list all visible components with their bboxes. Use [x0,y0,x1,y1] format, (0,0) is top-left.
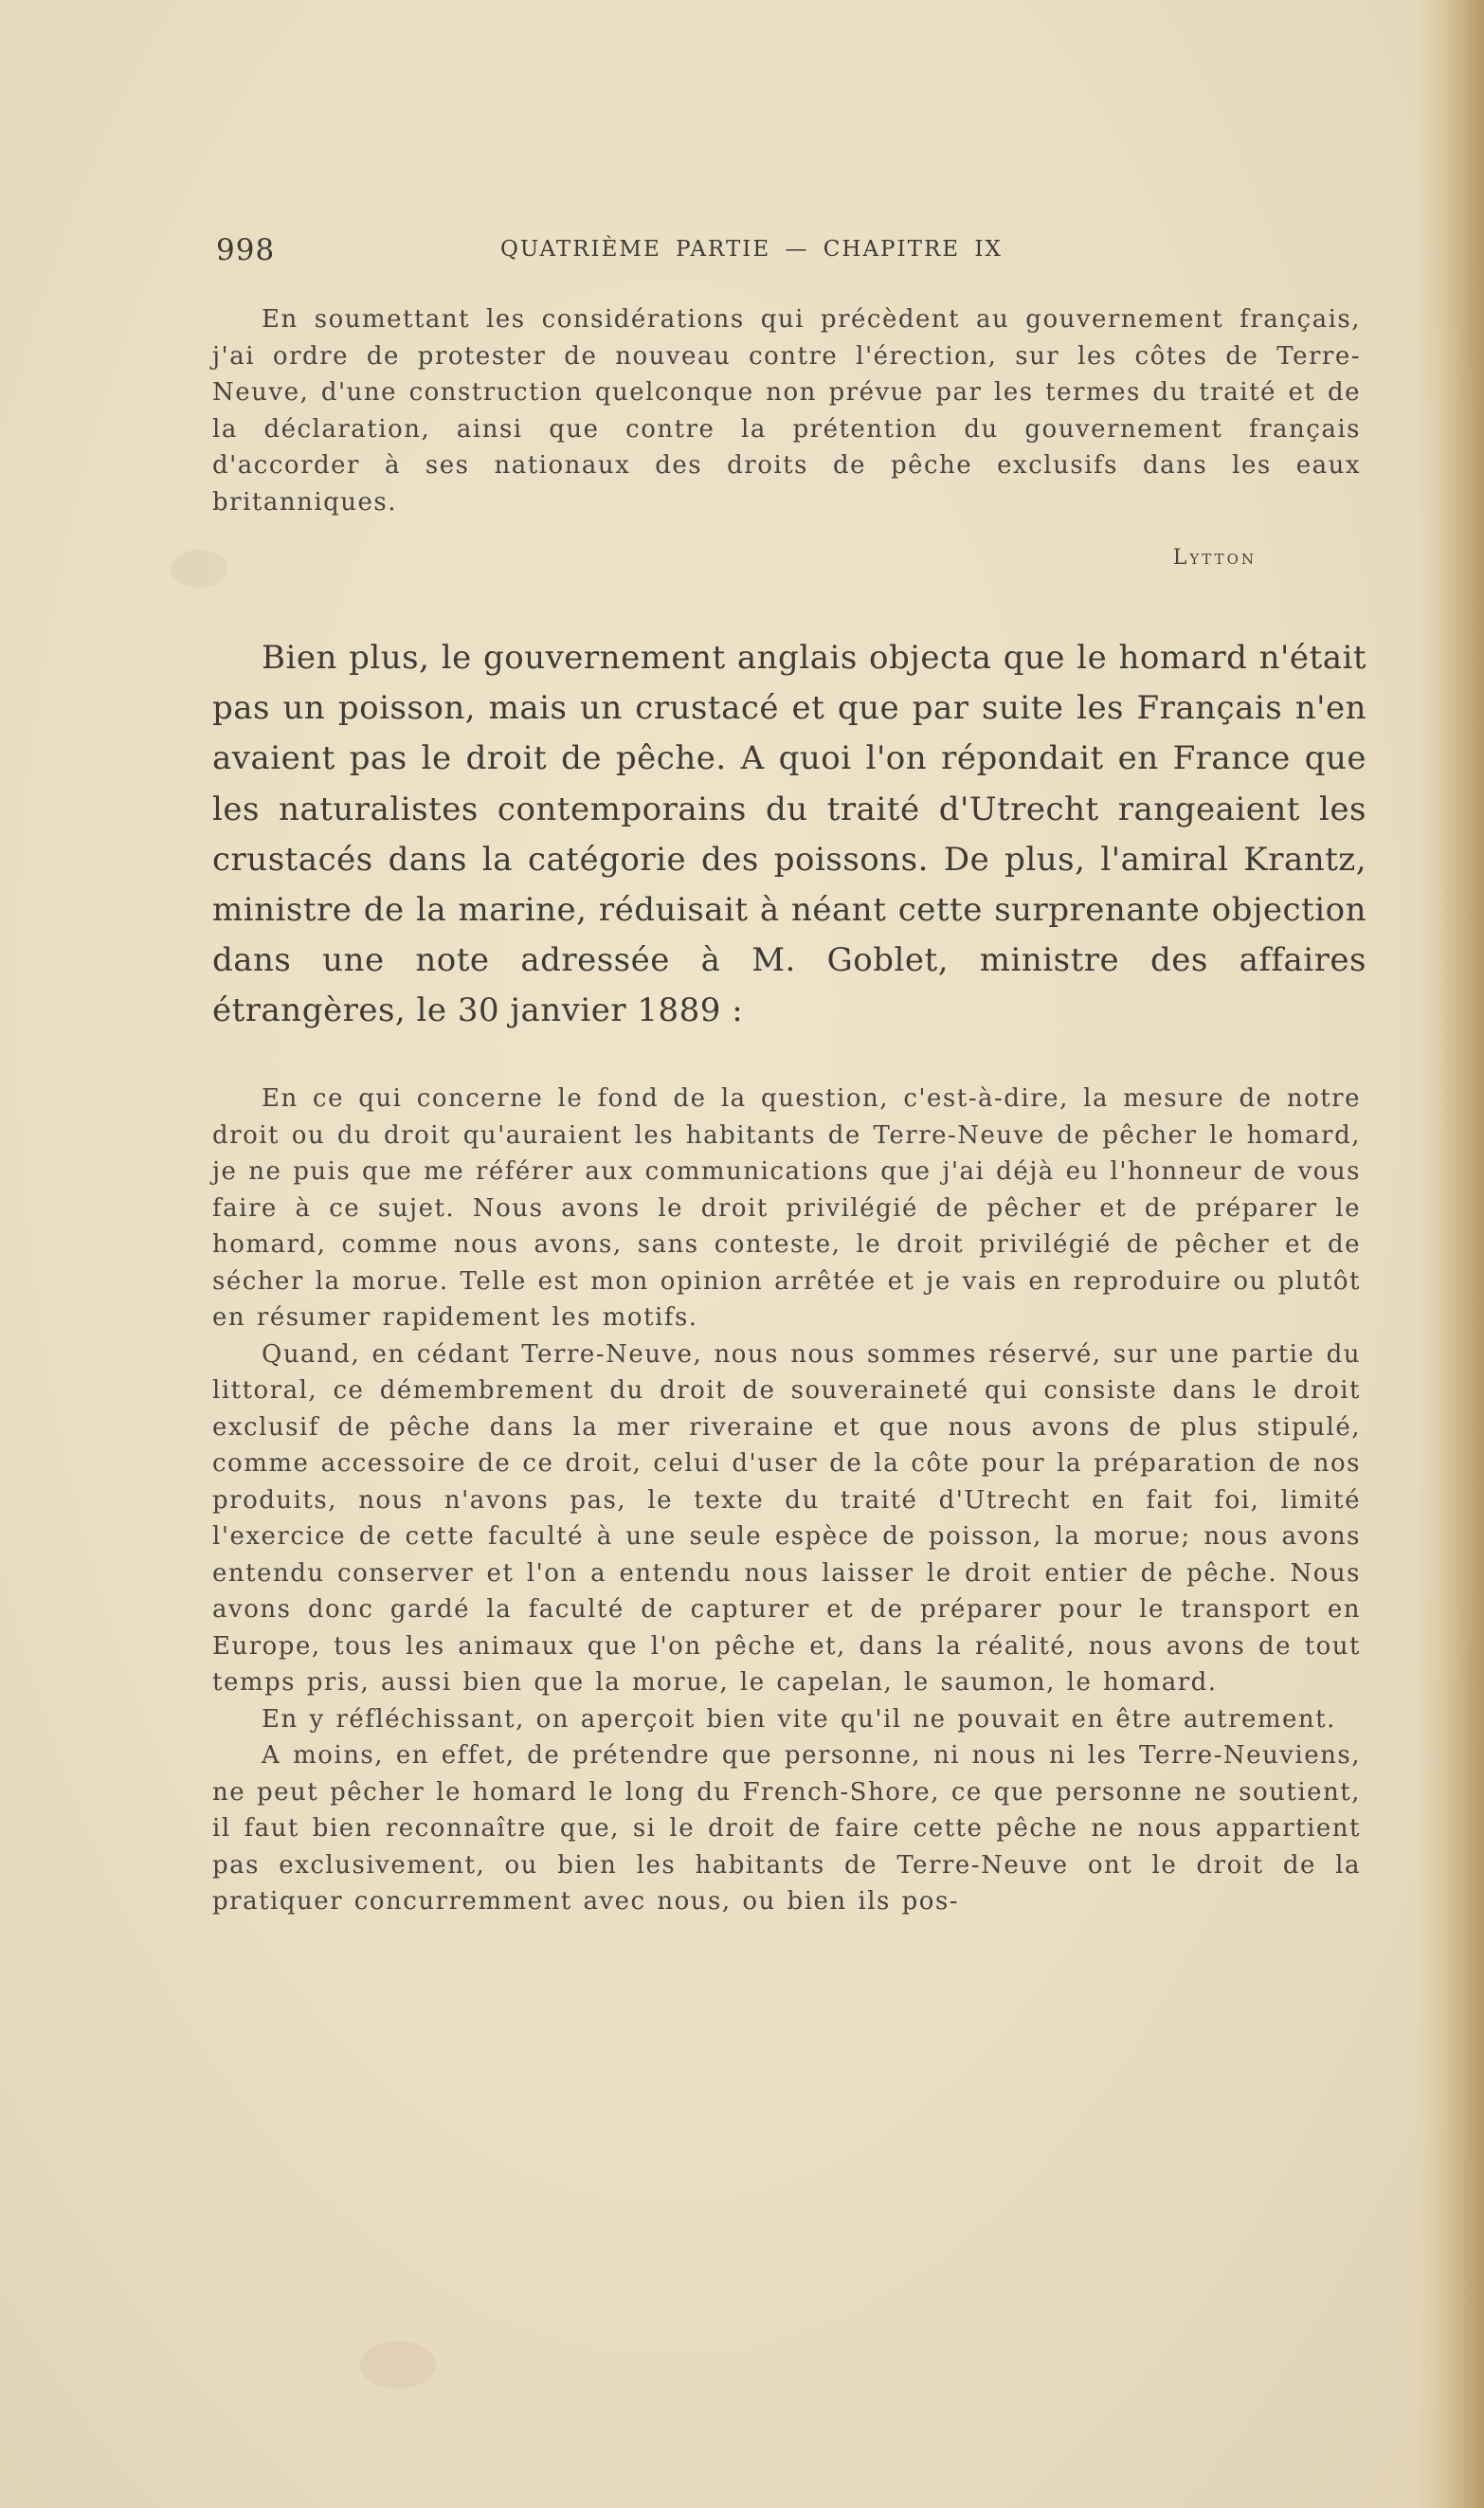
quote-paragraph: En ce qui concerne le fond de la question, c'est-à-dire, la mesure de notre droit ou du droit qu'auraient les habitants de Terre-Neuve de pêcher le homard, je ne puis que me référer aux communications que j'ai déjà eu l'honneur de vous faire à ce sujet. Nous avons le droit privilégié de pêcher et de préparer le homard, comme nous avons, sans conteste, le droit privilégié de pêcher et de sécher la morue. Telle est mon opinion arrêtée et je vais en reproduire ou plutôt en résumer rapidement les motifs. [212,1084,1361,1332]
page-gutter-shadow [1418,0,1484,2508]
chapter-heading: QUATRIÈME PARTIE — CHAPITRE IX [500,237,1003,262]
quote-paragraph: En soumettant les considérations qui précèdent au gouvernement français, j'ai ordre de protester de nouveau contre l'érection, sur les côtes de Terre-Neuve, d'une construction quelconque non prévue par les termes du traité et de la déclaration, ainsi que contre la prétention du gouvernement français d'accorder à ses nationaux des droits de pêche exclusifs dans les eaux britanniques. [212,305,1361,517]
page-number: 998 [216,233,276,267]
signature: Lytton [1172,546,1257,570]
quoted-note [212,1081,1361,1920]
quote-paragraph: A moins, en effet, de prétendre que personne, ni nous ni les Terre-Neuviens, ne peut pêcher le homard le long du French-Shore, ce que personne ne soutient, il faut bien reconnaître que, si le droit de faire cette pêche ne nous appartient pas exclusivement, ou bien les habitants de Terre-Neuve ont le droit de la pratiquer concurremment avec nous, ou bien ils pos- [212,1741,1361,1916]
running-head [216,233,1361,271]
paper-stain [171,550,227,588]
quote-paragraph: Quand, en cédant Terre-Neuve, nous nous sommes réservé, sur une partie du littoral, ce démembrement du droit de souveraineté qui consiste dans le droit exclusif de pêche dans la mer riveraine et que nous avons de plus stipulé, comme accessoire de ce droit, celui d'user de la côte pour la préparation de nos produits, nous n'avons pas, le texte du traité d'Utrecht en fait foi, limité l'exercice de cette faculté à une seule espèce de poisson, la morue; nous avons entendu conserver et l'on a entendu nous laisser le droit entier de pêche. Nous avons donc gardé la faculté de capturer et de préparer pour le transport en Europe, tous les animaux que l'on pêche et, dans la réalité, nous avons de tout temps pris, aussi bien que la morue, le capelan, le saumon, le homard. [212,1339,1361,1697]
quote-paragraph: En y réfléchissant, on aperçoit bien vite qu'il ne pouvait en être autrement. [262,1704,1336,1734]
main-body-text [212,633,1366,1037]
body-paragraph: Bien plus, le gouvernement anglais objecta que le homard n'était pas un poisson, mais un crustacé et que par suite les Français n'en avaient pas le droit de pêche. A quoi l'on répondait en France que les naturalistes contemporains du traité d'Utrecht rangeaient les crustacés dans la catégorie des poissons. De plus, l'amiral Krantz, ministre de la marine, réduisait à néant cette surprenante objection dans une note adressée à M. Goblet, ministre des affaires étrangères, le 30 janvier 1889 : [212,639,1366,1030]
paper-stain [360,2341,436,2389]
quoted-letter [212,301,1361,520]
